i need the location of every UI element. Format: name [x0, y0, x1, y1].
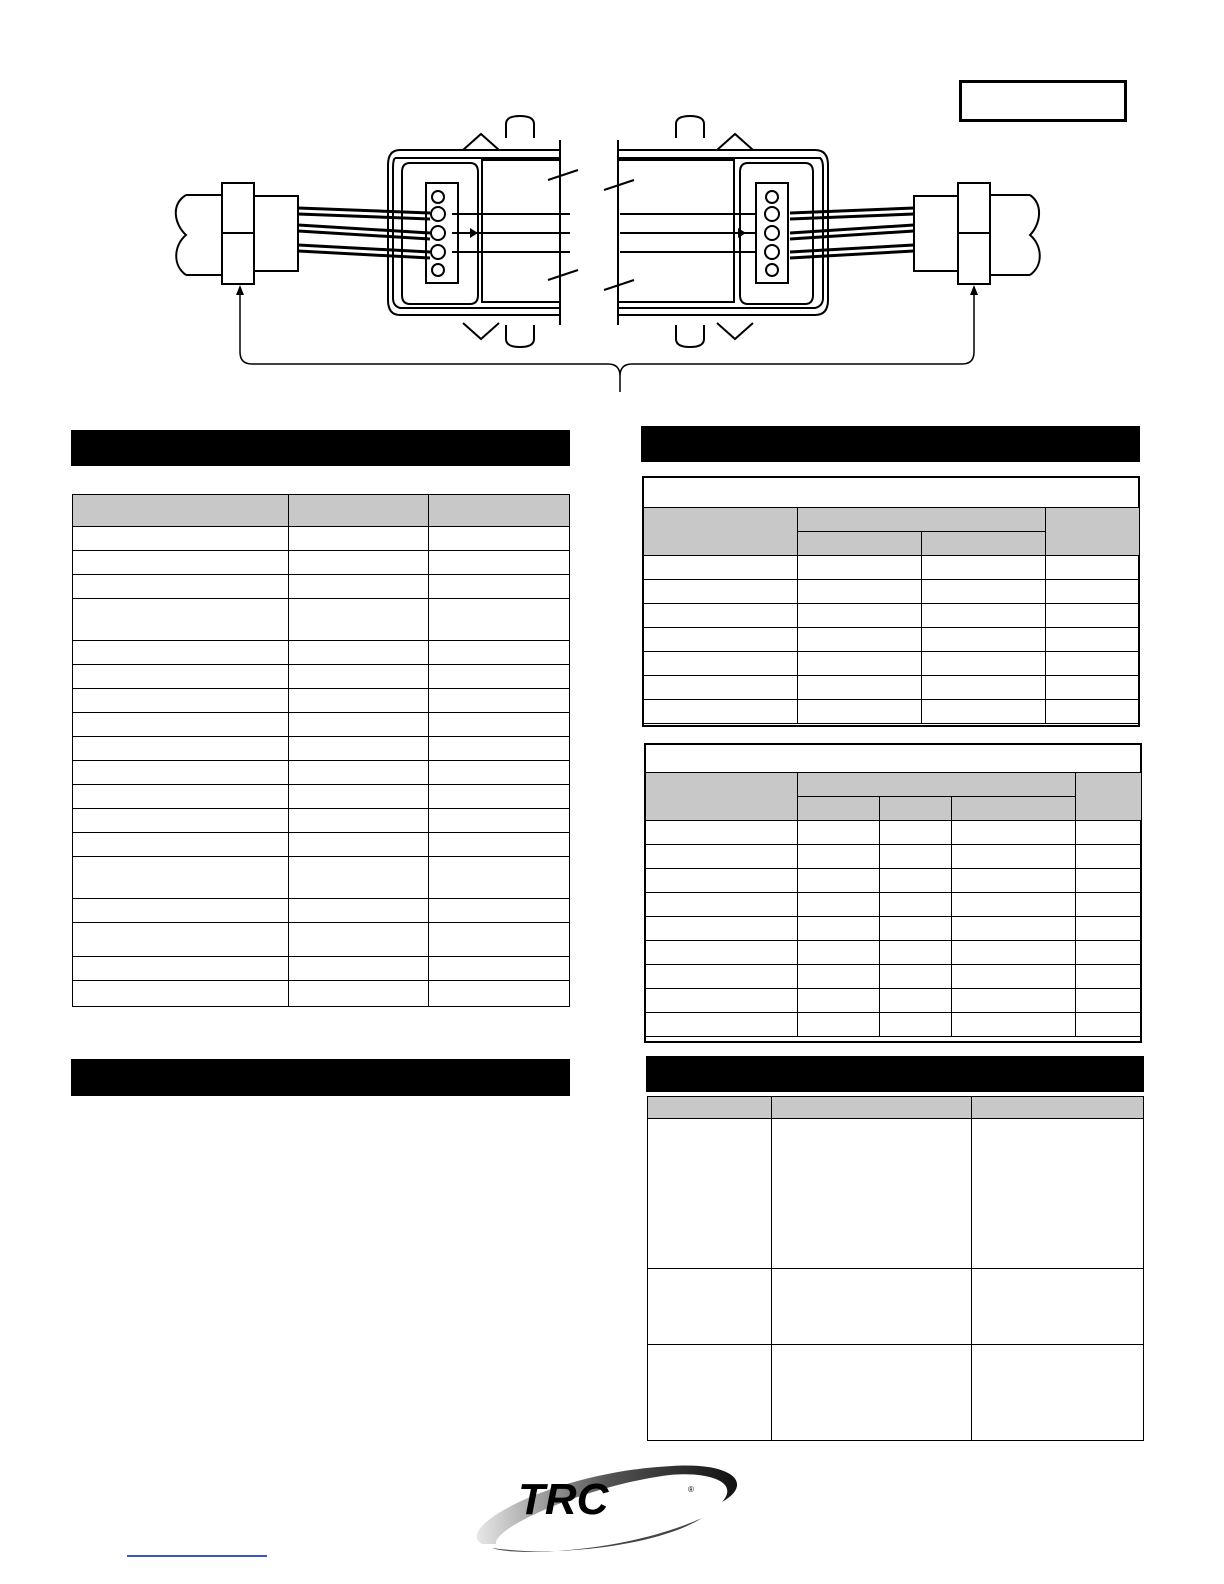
table-row — [73, 713, 570, 737]
table-row — [73, 527, 570, 551]
table-row — [648, 1345, 1144, 1441]
table-row — [73, 761, 570, 785]
terminal-block-right-icon — [620, 183, 788, 283]
section-header-ratings — [641, 426, 1140, 462]
spec-table — [72, 494, 570, 1007]
footer-link[interactable] — [127, 1555, 267, 1557]
rating-table-b — [645, 772, 1142, 1037]
table-row — [73, 957, 570, 981]
conduit-left-icon — [176, 183, 298, 284]
spec-header-cell — [73, 495, 289, 527]
section-header-specifications — [71, 430, 570, 466]
table-row — [648, 1269, 1144, 1345]
table-row — [644, 556, 1140, 580]
rating-table-a-caption — [644, 478, 1138, 509]
table-row — [644, 604, 1140, 628]
trc-logo — [472, 1458, 744, 1560]
table-row — [73, 923, 570, 957]
terminal-block-left-icon — [426, 183, 570, 283]
table-row — [644, 700, 1140, 724]
table-row — [646, 869, 1142, 893]
table-row — [644, 580, 1140, 604]
logo-text: TRC — [518, 1475, 609, 1524]
table-row — [646, 917, 1142, 941]
table-row — [73, 899, 570, 923]
table-row — [73, 575, 570, 599]
spec-header-cell — [289, 495, 429, 527]
conduit-right-icon — [914, 183, 1040, 284]
table-row — [73, 981, 570, 1007]
table-row — [648, 1119, 1144, 1269]
table-row — [73, 737, 570, 761]
table-row — [73, 689, 570, 713]
table-row — [73, 785, 570, 809]
wiring-diagram — [160, 105, 1060, 405]
troubleshoot-table — [647, 1096, 1144, 1441]
section-header-installation — [71, 1059, 570, 1096]
table-row — [73, 641, 570, 665]
table-row — [646, 845, 1142, 869]
table-row — [644, 628, 1140, 652]
spec-header-cell — [429, 495, 570, 527]
table-row — [73, 551, 570, 575]
table-row — [73, 809, 570, 833]
table-row — [644, 676, 1140, 700]
rating-table-a — [643, 507, 1140, 724]
table-row — [646, 989, 1142, 1013]
table-row — [646, 893, 1142, 917]
table-row — [646, 1013, 1142, 1037]
table-row — [73, 599, 570, 641]
table-row — [73, 833, 570, 857]
table-row — [646, 821, 1142, 845]
section-header-troubleshooting — [646, 1056, 1144, 1092]
svg-text:®: ® — [688, 1485, 694, 1494]
table-row — [73, 857, 570, 899]
table-row — [646, 965, 1142, 989]
table-row — [73, 665, 570, 689]
table-row — [644, 652, 1140, 676]
table-row — [646, 941, 1142, 965]
